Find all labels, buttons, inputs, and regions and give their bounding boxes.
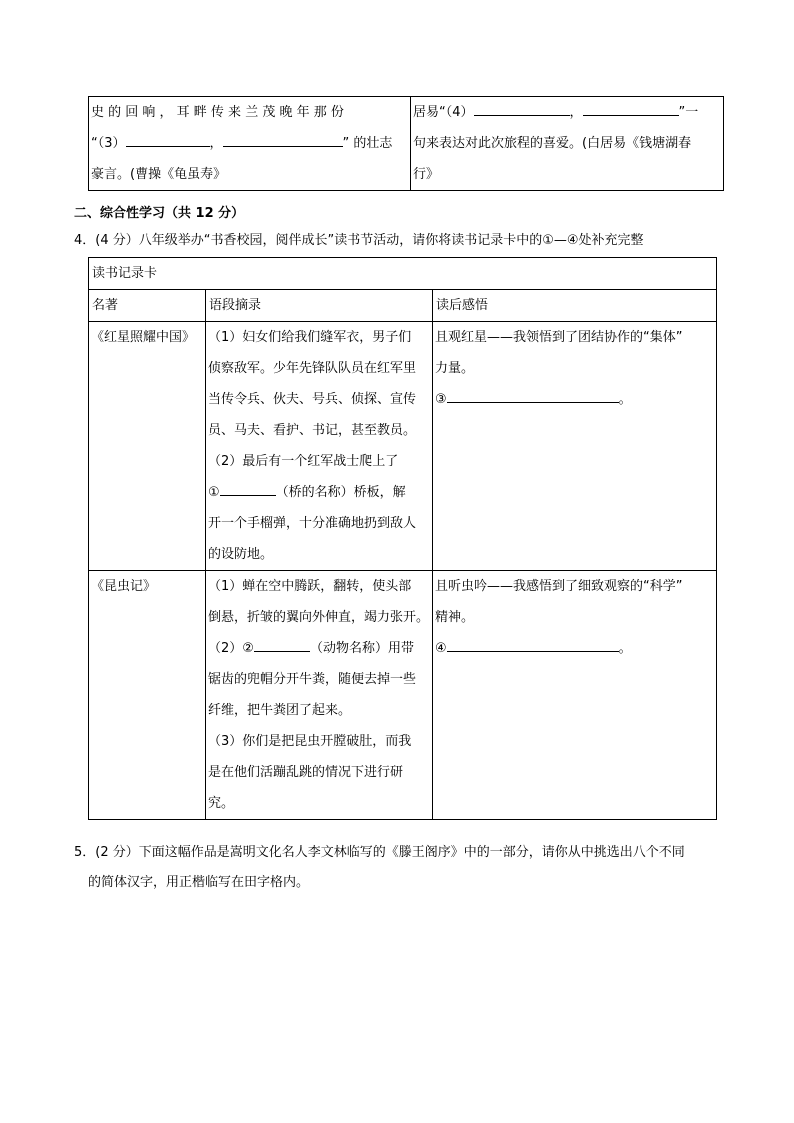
excerpt-line: 纤维，把牛粪团了起来。 <box>208 703 352 718</box>
reading-record-card <box>88 257 717 820</box>
header-insight: 读后感悟 <box>433 290 717 322</box>
left-line-1: 史 的 回 响 ， 耳 畔 传 来 兰 茂 晚 年 那 份 <box>91 105 344 120</box>
excerpt-line: 当传令兵、伙夫、号兵、侦探、宣传 <box>208 392 417 407</box>
insight-line: 且观红星——我领悟到了团结协作的“集体” <box>435 330 683 345</box>
excerpt-line: 倒悬，折皱的翼向外伸直，竭力张开。 <box>208 610 430 625</box>
insight-insects <box>433 571 717 820</box>
left-line-3: 豪言。(曹操《龟虽寿》 <box>91 167 227 182</box>
excerpt-line-blank-1: ① （桥的名称）桥板，解 <box>208 477 430 508</box>
insight-line: 且听虫吟——我感悟到了细致观察的“科学” <box>435 579 683 594</box>
right-line-3: 行》 <box>413 167 440 182</box>
answer-blank-3b[interactable] <box>223 130 343 147</box>
answer-blank-3[interactable] <box>447 386 619 403</box>
header-excerpt: 语段摘录 <box>206 290 433 322</box>
excerpt-line: 锯齿的兜帽分开牛粪，随便去掉一些 <box>208 672 417 687</box>
answer-blank-4a[interactable] <box>474 99 570 116</box>
insight-line: 精神。 <box>435 610 475 625</box>
insight-line-blank-3: ③ 。 <box>435 384 714 415</box>
answer-blank-4[interactable] <box>447 635 619 652</box>
excerpt-line: （1）蝉在空中腾跃，翻转，使头部 <box>208 579 412 594</box>
poetry-right-cell <box>411 97 724 191</box>
question-5-line-2: 的简体汉字，用正楷临写在田字格内。 <box>88 875 310 890</box>
excerpt-line: （3）你们是把昆虫开膛破肚，而我 <box>208 734 412 749</box>
answer-blank-2[interactable] <box>254 635 310 652</box>
excerpt-line-blank-2: （2）② （动物名称）用带 <box>208 633 430 664</box>
poetry-table <box>88 96 724 191</box>
header-book: 名著 <box>89 290 206 322</box>
insight-line: 力量。 <box>435 361 475 376</box>
excerpt-line: 员、马夫、看护、书记，甚至教员。 <box>208 423 417 438</box>
insight-red-star <box>433 322 717 571</box>
insight-line-blank-4: ④ 。 <box>435 633 714 664</box>
left-line-2: “（3） ， ” 的壮志 <box>91 128 408 159</box>
excerpt-line: 开一个手榴弹，十分准确地扔到敌人 <box>208 516 417 531</box>
excerpt-line: （1）妇女们给我们缝军衣，男子们 <box>208 330 412 345</box>
answer-blank-1[interactable] <box>220 479 276 496</box>
excerpt-line: 的设防地。 <box>208 547 274 562</box>
right-line-1: 居易“（4） ， ”一 <box>413 97 721 128</box>
book-insects: 《昆虫记》 <box>89 571 206 820</box>
right-line-2: 句来表达对此次旅程的喜爱。(白居易《钱塘湖春 <box>413 136 692 151</box>
section-2-title: 二、综合性学习（共 12 分） <box>74 206 245 221</box>
excerpt-line: （2）最后有一个红军战士爬上了 <box>208 454 399 469</box>
question-4-text: 4．(4 分）八年级举办“书香校园，阅伴成长”读书节活动，请你将读书记录卡中的①—④处补充完整 <box>74 233 644 248</box>
card-title: 读书记录卡 <box>89 258 717 290</box>
answer-blank-4b[interactable] <box>583 99 679 116</box>
excerpt-line: 是在他们活蹦乱跳的情况下进行研 <box>208 765 404 780</box>
answer-blank-3a[interactable] <box>126 130 210 147</box>
excerpt-insects <box>206 571 433 820</box>
question-5-line-1: 5．(2 分）下面这幅作品是嵩明文化名人李文林临写的《滕王阁序》中的一部分，请你从中挑选出八个不同 <box>74 845 685 860</box>
book-red-star: 《红星照耀中国》 <box>89 322 206 571</box>
excerpt-line: 究。 <box>208 796 235 811</box>
poetry-left-cell <box>89 97 411 191</box>
excerpt-line: 侦察敌军。少年先锋队队员在红军里 <box>208 361 417 376</box>
excerpt-red-star <box>206 322 433 571</box>
